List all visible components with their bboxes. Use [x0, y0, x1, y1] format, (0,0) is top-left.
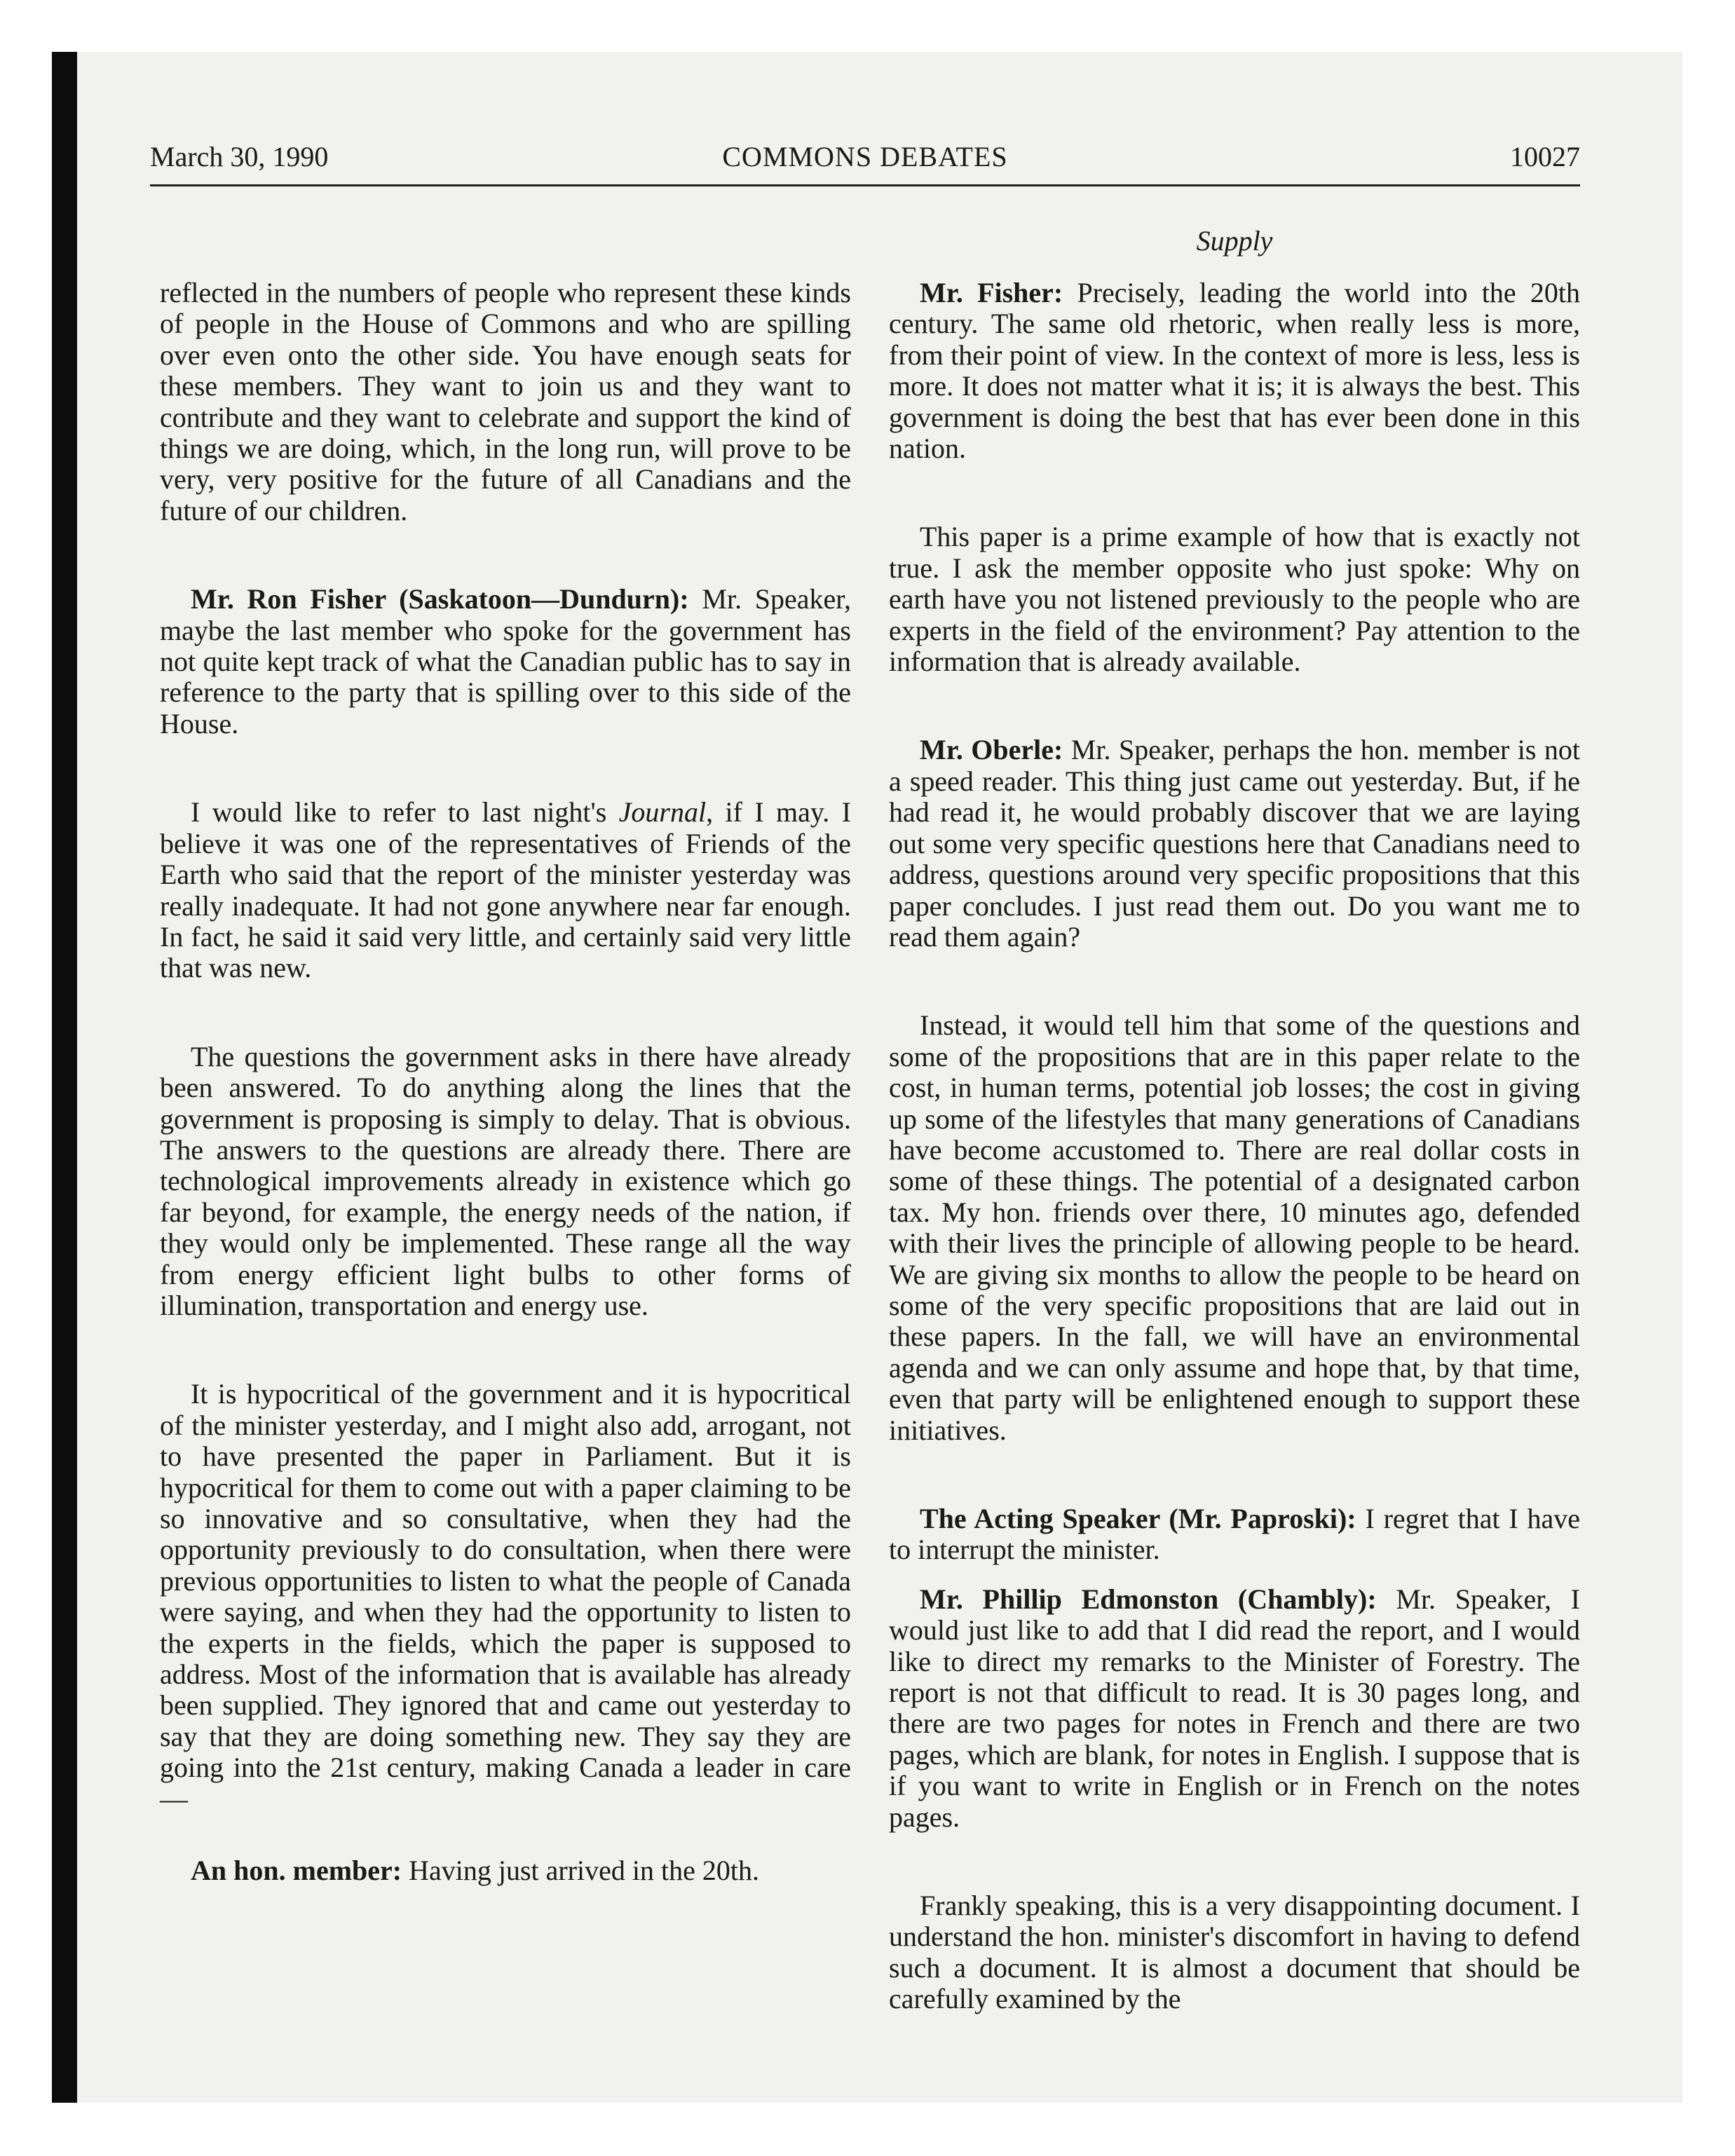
speaker-name: Mr. Phillip Edmonston (Chambly):: [920, 1583, 1377, 1615]
speech-text: Mr. Speaker, maybe the last member who spoke for the government has not quite kept track of what the Canadian public has to say in reference to the party that is spilling over to this side of the House.: [160, 583, 851, 739]
binding-edge: [52, 52, 77, 2103]
speaker-name: Mr. Oberle:: [920, 734, 1063, 766]
journal-title: Journal: [618, 796, 707, 828]
speaker-name: Mr. Fisher:: [920, 277, 1063, 308]
right-column: [889, 278, 1580, 2015]
paragraph: Instead, it would tell him that some of the questions and some of the propositions that are in this paper relate to the cost, in human terms, potential job losses; the cost in giving up some of the lifestyles that many generations of Canadians have become accustomed to. There are real dollar costs in some of these things. The potential of a designated carbon tax. My hon. friends over there, 10 minutes ago, defended with their lives the principle of allowing people to be heard. We are giving six months to allow the people to be heard on some of the very specific propositions that are laid out in these papers. In the fall, we will have an environmental agenda and we can only assume and hope that, by that time, even that party will be enlightened enough to support these initiatives.: [889, 1009, 1580, 1446]
speech-paragraph: [160, 1855, 851, 1886]
header-page-number: 10027: [1510, 141, 1580, 172]
paragraph: Frankly speaking, this is a very disappointing document. I understand the hon. minister's discomfort in having to defend such a document. It is almost a document that should be carefully examined by the: [889, 1890, 1580, 2015]
speech-text: I regret that I have to interrupt the minister.: [889, 1503, 1581, 1566]
speech-text: Mr. Speaker, I would just like to add that I did read the report, and I would like to direct my remarks to the Minister of Forestry. The report is not that difficult to read. It is 30 pages long, and there are two pages for notes in French and there are two pages, which are blank, for notes in English. I suppose that is if you want to write in English or in French on the notes pages.: [889, 1583, 1580, 1833]
paragraph-text: I would like to refer to last night's: [191, 796, 619, 828]
speech-text: Having just arrived in the 20th.: [402, 1855, 759, 1887]
left-column: [160, 278, 851, 1886]
paragraph: It is hypocritical of the government and it is hypocritical of the minister yesterday, and I might also add, arrogant, not to have presented the paper in Parliament. But it is hypocritical for them to come out with a paper claiming to be so innovative and so consultative, when they had the opportunity previously to do consultation, when there were previous opportunities to listen to what the people of Canada were saying, and when they had the opportunity to listen to the experts in the fields, which the paper is supposed to address. Most of the information that is available has already been supplied. They ignored that and came out yesterday to say that they are doing something new. They say they are going into the 21st century, making Canada a leader in care—: [160, 1378, 851, 1815]
speech-paragraph: [889, 735, 1580, 953]
header-rule: [150, 184, 1580, 186]
paragraph: The questions the government asks in there have already been answered. To do anything along the lines that the government is proposing is simply to delay. That is obvious. The answers to the questions are already there. There are technological improvements already in existence which go far beyond, for example, the energy needs of the nation, if they would only be implemented. These range all the way from energy efficient light bulbs to other forms of illumination, transportation and energy use.: [160, 1040, 851, 1321]
speech-text: Precisely, leading the world into the 20th century. The same old rhetoric, when really less is more, from their point of view. In the context of more is less, less is more. It does not matter what it is; it is always the best. This government is doing the best that has ever been done in this nation.: [889, 277, 1580, 465]
paragraph-text: , if I may. I believe it was one of the representatives of Friends of the Earth who said that the report of the minister yesterday was really inadequate. It had not gone anywhere near far enough. In fact, he said it said very little, and certainly said very little that was new.: [160, 796, 852, 984]
paragraph: [160, 797, 851, 983]
speech-paragraph: [889, 1584, 1580, 1833]
section-label: Supply: [1196, 225, 1273, 257]
running-head: [150, 139, 1580, 188]
speech-text: Mr. Speaker, perhaps the hon. member is not a speed reader. This thing just came out yesterday. But, if he had read it, he would probably discover that we are laying out some very specific questions here that Canadians need to address, questions around very specific propositions that this paper concludes. I just read them out. Do you want me to read them again?: [889, 734, 1581, 953]
speaker-name: An hon. member:: [191, 1855, 402, 1887]
speech-paragraph: [889, 278, 1580, 464]
paragraph: This paper is a prime example of how that is exactly not true. I ask the member opposite who just spoke: Why on earth have you not listened previously to the people who are experts in the field of the environment? Pay attention to the information that is already available.: [889, 521, 1580, 678]
speaker-name: The Acting Speaker (Mr. Paproski):: [920, 1503, 1356, 1534]
paragraph: reflected in the numbers of people who represent these kinds of people in the House of Commons and who are spilling over even onto the other side. You have enough seats for these members. They want to join us and they want to contribute and they want to celebrate and support the kind of things we are doing, which, in the long run, will prove to be very, very positive for the future of all Canadians and the future of our children.: [160, 277, 851, 526]
speech-paragraph: [160, 584, 851, 739]
header-date: March 30, 1990: [150, 141, 329, 172]
speech-paragraph: [889, 1503, 1580, 1566]
header-publication: COMMONS DEBATES: [722, 141, 1008, 172]
speaker-name: Mr. Ron Fisher (Saskatoon—Dundurn):: [191, 583, 689, 615]
